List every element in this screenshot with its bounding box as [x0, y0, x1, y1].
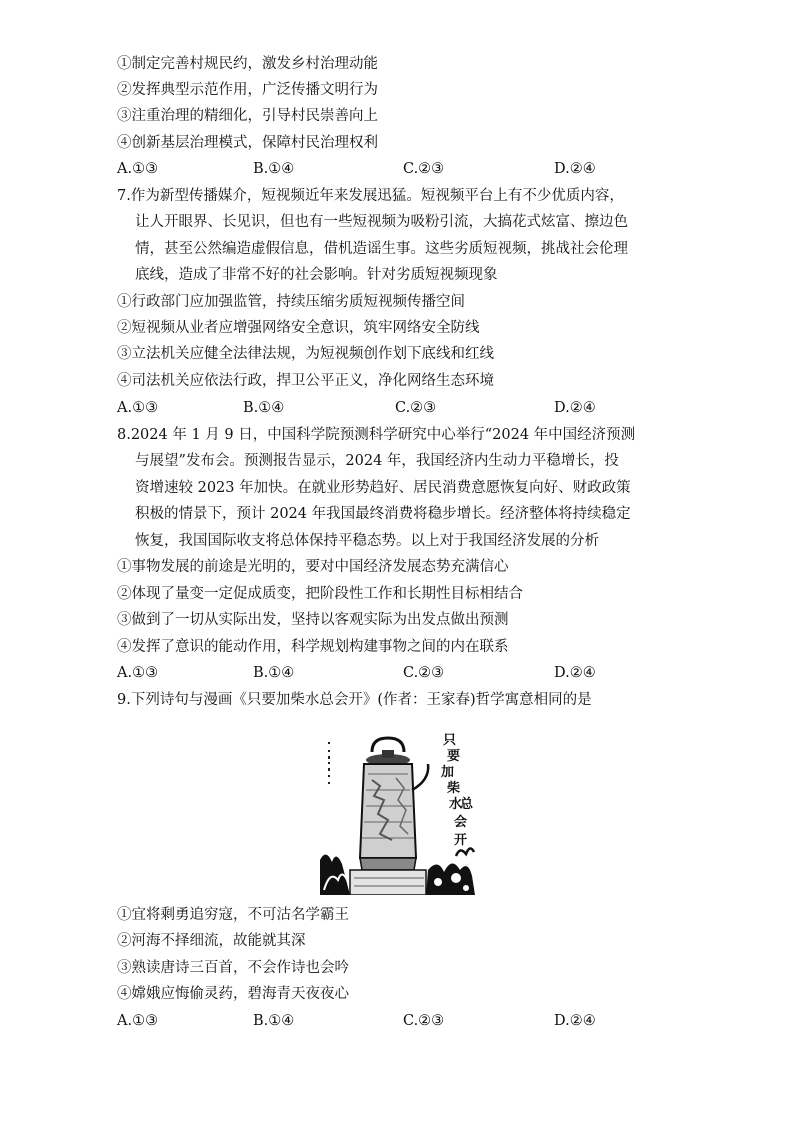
q6-item-1: ①制定完善村规民约，激发乡村治理动能: [117, 56, 378, 72]
q8-option-b: B.①④: [253, 665, 295, 681]
q6-item-2: ②发挥典型示范作用，广泛传播文明行为: [117, 82, 378, 98]
caption-char-6: 总: [460, 797, 474, 812]
q8-item-1: ①事物发展的前途是光明的，要对中国经济发展态势充满信心: [117, 559, 509, 575]
q9-option-b: B.①④: [253, 1013, 295, 1029]
cartoon-kettle-svg: [320, 730, 475, 895]
q6-options: [117, 159, 637, 179]
q9-stem: 9.下列诗句与漫画《只要加柴水总会开》(作者：王家春)哲学寓意相同的是: [117, 692, 592, 708]
q7-option-c: C.②③: [395, 400, 437, 416]
q9-item-1: ①宜将剩勇追穷寇，不可沽名学霸王: [117, 907, 349, 923]
q7-stem-3: 情，甚至公然编造虚假信息，借机造谣生事。这些劣质短视频，挑战社会伦理: [135, 241, 628, 257]
q7-option-d: D.②④: [554, 400, 596, 416]
q7-stem-1: 7.作为新型传播媒介，短视频近年来发展迅猛。短视频平台上有不少优质内容，: [117, 188, 624, 204]
q7-item-2: ②短视频从业者应增强网络安全意识，筑牢网络安全防线: [117, 320, 480, 336]
q8-options: [117, 663, 637, 683]
cartoon-caption: [441, 733, 474, 848]
q7-options: [117, 398, 637, 418]
q9-option-d: D.②④: [554, 1013, 596, 1029]
caption-char-7: 会: [454, 815, 468, 830]
q7-item-3: ③立法机关应健全法律法规，为短视频创作划下底线和红线: [117, 346, 494, 362]
q6-item-3: ③注重治理的精细化，引导村民崇善向上: [117, 108, 378, 124]
q8-stem-2: 与展望”发布会。预测报告显示，2024 年，我国经济内生动力平稳增长，投: [135, 453, 619, 469]
q7-item-1: ①行政部门应加强监管，持续压缩劣质短视频传播空间: [117, 294, 465, 310]
caption-char-4: 柴: [447, 781, 461, 796]
q7-stem-4: 底线，造成了非常不好的社会影响。针对劣质短视频现象: [135, 267, 498, 283]
q6-option-b: B.①④: [253, 161, 295, 177]
q6-item-4: ④创新基层治理模式，保障村民治理权利: [117, 135, 378, 151]
q6-option-d: D.②④: [554, 161, 596, 177]
q8-item-2: ②体现了量变一定促成质变，把阶段性工作和长期性目标相结合: [117, 586, 523, 602]
cartoon-kettle-illustration: [320, 730, 475, 895]
q8-option-a: A.①③: [117, 665, 159, 681]
q8-option-c: C.②③: [403, 665, 445, 681]
q7-option-a: A.①③: [117, 400, 159, 416]
caption-char-8: 开: [454, 833, 468, 848]
q6-option-c: C.②③: [403, 161, 445, 177]
kettle: [360, 738, 428, 870]
caption-char-2: 要: [447, 749, 461, 764]
q9-item-3: ③熟读唐诗三百首，不会作诗也会吟: [117, 960, 349, 976]
q8-option-d: D.②④: [554, 665, 596, 681]
caption-char-1: 只: [443, 733, 457, 748]
q8-stem-4: 积极的情景下，预计 2024 年我国最终消费将稳步增长。经济整体将持续稳定: [135, 506, 631, 522]
q9-option-a: A.①③: [117, 1013, 159, 1029]
q8-stem-5: 恢复，我国国际收支将总体保持平稳态势。以上对于我国经济发展的分析: [135, 533, 599, 549]
q6-option-a: A.①③: [117, 161, 159, 177]
q9-options: [117, 1011, 637, 1031]
q9-item-4: ④嫦娥应悔偷灵药，碧海青天夜夜心: [117, 986, 349, 1002]
q8-item-3: ③做到了一切从实际出发，坚持以客观实际为出发点做出预测: [117, 612, 509, 628]
q9-option-c: C.②③: [403, 1013, 445, 1029]
q7-stem-2: 让人开眼界、长见识，但也有一些短视频为吸粉引流，大搞花式炫富、擦边色: [135, 214, 628, 230]
dotted-mark: [328, 742, 330, 784]
q8-stem-3: 资增速较 2023 年加快。在就业形势趋好、居民消费意愿恢复向好、财政政策: [135, 480, 631, 496]
q7-item-4: ④司法机关应依法行政，捍卫公平正义，净化网络生态环境: [117, 373, 494, 389]
caption-char-3: 加: [441, 765, 455, 780]
caption-char-5: 水: [449, 797, 463, 812]
q7-option-b: B.①④: [243, 400, 285, 416]
q9-item-2: ②河海不择细流，故能就其深: [117, 933, 306, 949]
q8-stem-1: 8.2024 年 1 月 9 日，中国科学院预测科学研究中心举行“2024 年中国经济预测: [117, 427, 636, 443]
q8-item-4: ④发挥了意识的能动作用，科学规划构建事物之间的内在联系: [117, 639, 509, 655]
